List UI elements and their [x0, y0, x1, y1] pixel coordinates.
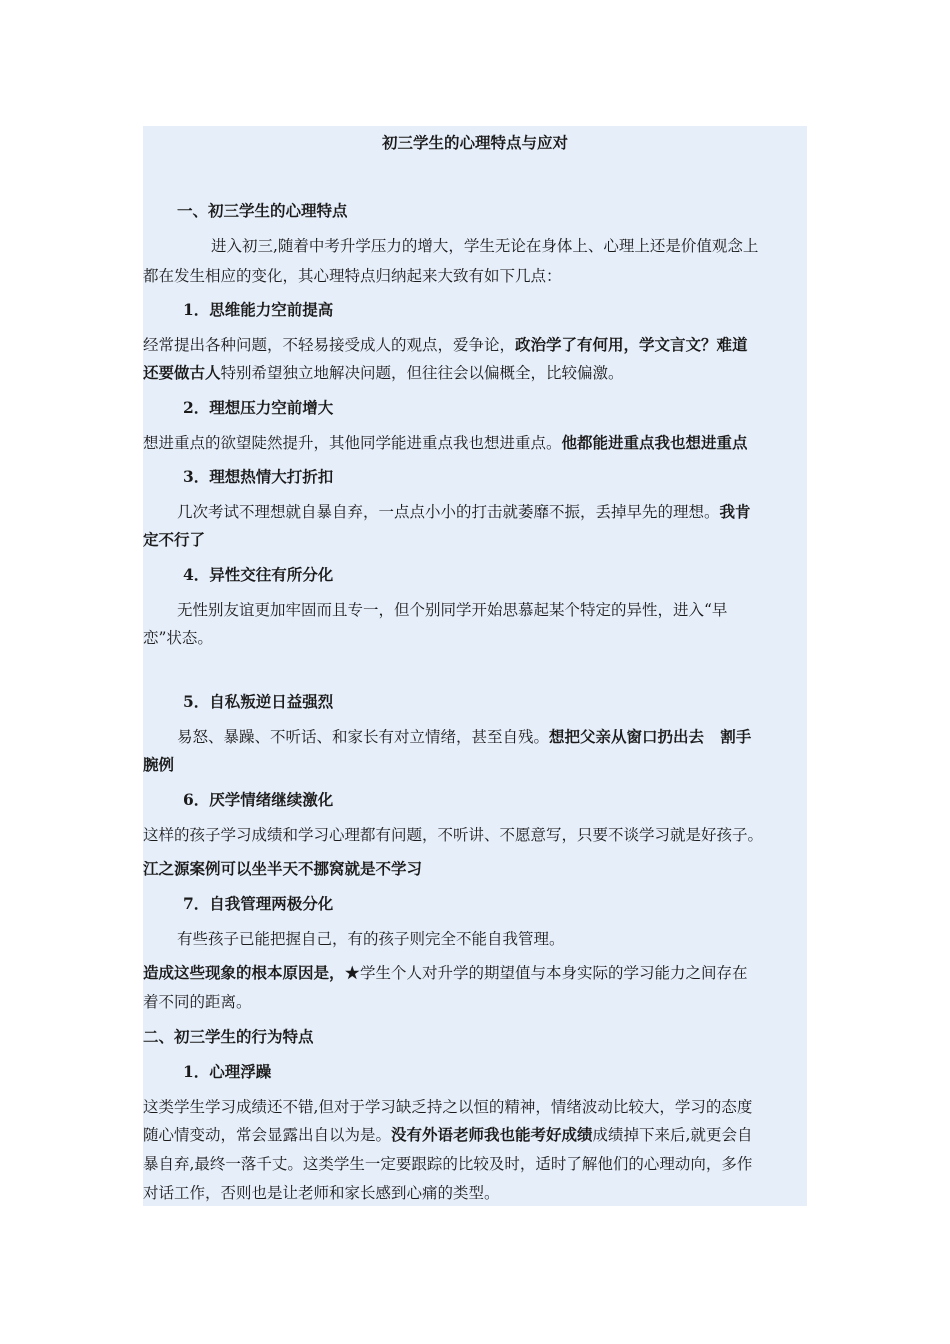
paragraph-line: 暴自弃,最终一落千丈。这类学生一定要跟踪的比较及时，适时了解他们的心理动向，多作	[143, 1155, 753, 1173]
section-heading: 二、初三学生的行为特点	[143, 1027, 314, 1046]
bold-text: 造成这些现象的根本原因是，	[143, 963, 345, 982]
plain-text: 特别希望独立地解决问题，但往往会以偏概全，比较偏激。	[220, 364, 624, 382]
paragraph-line: 着不同的距离。	[143, 993, 252, 1011]
point-heading: 1．心理浮躁	[183, 1062, 272, 1081]
point-heading: 3．理想热情大打折扣	[183, 467, 334, 486]
paragraph-line	[143, 363, 624, 383]
paragraph-line	[177, 727, 751, 747]
plain-text: 想进重点的欲望陡然提升，其他同学能进重点我也想进重点。	[143, 434, 562, 452]
paragraph-line: 对话工作，否则也是让老师和家长感到心痛的类型。	[143, 1184, 500, 1202]
bold-text: 还要做古人	[143, 363, 221, 382]
paragraph-line: 恋”状态。	[143, 629, 213, 647]
section-heading: 一、初三学生的心理特点	[177, 201, 348, 220]
paragraph-line	[143, 335, 748, 355]
plain-text: 随心情变动，常会显露出自以为是。	[143, 1126, 392, 1144]
point-heading: 1．思维能力空前提高	[183, 300, 334, 319]
paragraph-line: 无性别友谊更加牢固而且专一，但个别同学开始思慕起某个特定的异性，进入“早	[177, 601, 728, 619]
intro-line: 进入初三,随着中考升学压力的增大，学生无论在身体上、心理上还是价值观念上	[211, 237, 759, 255]
bold-text: 我肯	[719, 502, 751, 521]
paragraph-line	[143, 433, 748, 453]
point-heading: 7．自我管理两极分化	[183, 894, 334, 913]
plain-text: 易怒、暴躁、不听话、和家长有对立情绪，甚至自残。	[177, 728, 550, 746]
paragraph-line: 这样的孩子学习成绩和学习心理都有问题，不听讲、不愿意写，只要不谈学习就是好孩子。	[143, 826, 764, 844]
plain-text: 几次考试不理想就自暴自弃，一点点小小的打击就萎靡不振，丢掉早先的理想。	[177, 503, 720, 521]
paragraph-line: 有些孩子已能把握自己，有的孩子则完全不能自我管理。	[177, 930, 565, 948]
paragraph-line: 定不行了	[143, 530, 206, 549]
paragraph-line: 这类学生学习成绩还不错,但对于学习缺乏持之以恒的精神，情绪波动比较大，学习的态度	[143, 1098, 753, 1116]
point-heading: 6．厌学情绪继续激化	[183, 790, 334, 809]
paragraph-line	[143, 1125, 752, 1145]
plain-text: 经常提出各种问题，不轻易接受成人的观点，爱争论，	[143, 336, 516, 354]
plain-text: 成绩掉下来后,就更会自	[592, 1126, 753, 1144]
bold-text: 想把父亲从窗口扔出去 割手	[549, 727, 752, 746]
intro-line: 都在发生相应的变化，其心理特点归纳起来大致有如下几点：	[143, 267, 562, 285]
paragraph-line: 腕例	[143, 755, 175, 774]
bold-text: 政治学了有何用，学文言文？难道	[515, 335, 748, 354]
document-page	[143, 126, 807, 1206]
point-heading: 4．异性交往有所分化	[183, 565, 334, 584]
bold-text: 他都能进重点我也想进重点	[561, 433, 748, 452]
paragraph-line: 江之源案例可以坐半天不挪窝就是不学习	[143, 859, 423, 878]
document-title: 初三学生的心理特点与应对	[381, 133, 568, 152]
paragraph-line	[143, 963, 748, 983]
point-heading: 2．理想压力空前增大	[183, 398, 334, 417]
plain-text: ★学生个人对升学的期望值与本身实际的学习能力之间存在	[344, 964, 748, 982]
point-heading: 5．自私叛逆日益强烈	[183, 692, 334, 711]
paragraph-line	[177, 502, 751, 522]
bold-text: 没有外语老师我也能考好成绩	[391, 1125, 593, 1144]
